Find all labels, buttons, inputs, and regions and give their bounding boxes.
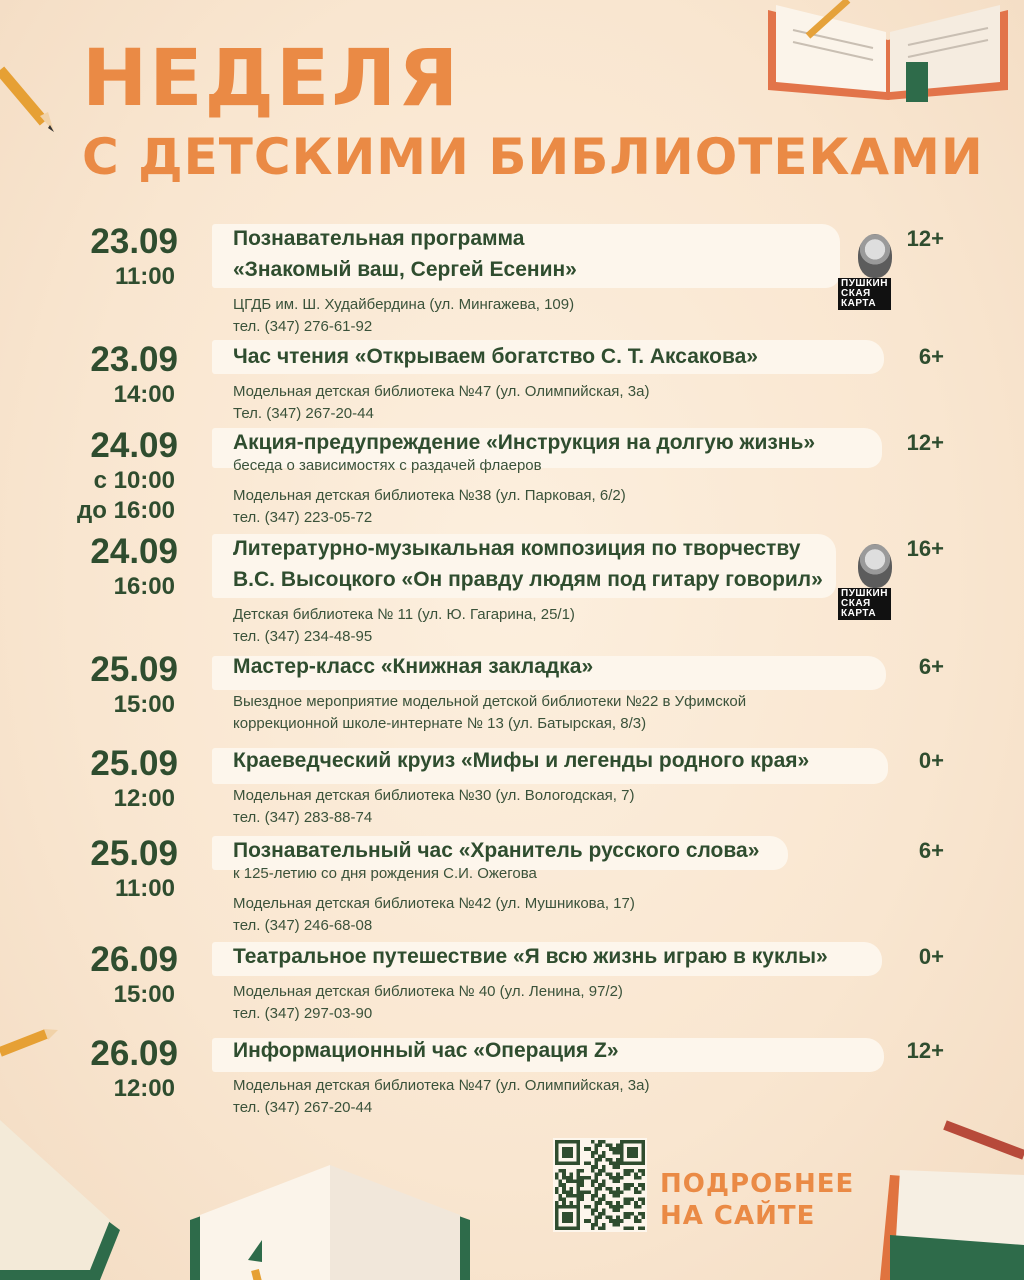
badge-line: ПУШКИН	[841, 278, 888, 289]
event-subtitle: к 125-летию со дня рождения С.И. Ожегова	[233, 865, 537, 882]
event-time: 11:00	[114, 263, 175, 290]
books-illustration-bottom-right	[860, 1115, 1024, 1280]
pushkin-card-logo	[838, 544, 920, 624]
event-title: Информационный час «Операция Z»	[233, 1039, 619, 1062]
badge-line: КАРТА	[841, 298, 877, 309]
event-time: 11:00	[114, 875, 175, 902]
event-phone: тел. (347) 283-88-74	[233, 809, 373, 826]
event-date: 23.09	[90, 340, 178, 379]
event-date: 26.09	[90, 1034, 178, 1073]
event-date: 25.09	[90, 650, 178, 689]
event-place: ЦГДБ им. Ш. Худайбердина (ул. Мингажева, 109)	[233, 296, 575, 313]
event-title: Театральное путешествие «Я всю жизнь играю в куклы»	[233, 945, 828, 968]
age-rating-badge: 0+	[918, 748, 944, 773]
event-date: 24.09	[90, 426, 178, 465]
event-date: 24.09	[90, 532, 178, 571]
event-title: Литературно-музыкальная композиция по творчеству	[233, 537, 801, 560]
event-date: 25.09	[90, 744, 178, 783]
pushkin-portrait-icon	[858, 544, 892, 588]
pushkin-card-label	[838, 278, 891, 310]
event-date: 23.09	[90, 222, 178, 261]
more-line-2: НА САЙТЕ	[660, 1201, 816, 1231]
event-time: до 16:00	[77, 497, 175, 524]
event-phone: тел. (347) 276-61-92	[233, 318, 373, 335]
event-time: 15:00	[113, 691, 175, 718]
event-place: Модельная детская библиотека №38 (ул. Парковая, 6/2)	[233, 487, 626, 504]
event-phone: тел. (347) 246-68-08	[233, 917, 373, 934]
pushkin-card-label	[838, 588, 891, 620]
event-place: Модельная детская библиотека №47 (ул. Олимпийская, 3а)	[233, 383, 650, 400]
page-title	[82, 34, 984, 186]
event-time: 16:00	[113, 573, 175, 600]
event-place: Модельная детская библиотека №30 (ул. Вологодская, 7)	[233, 787, 635, 804]
event-title: Познавательная программа	[233, 227, 525, 250]
event-place: Модельная детская библиотека №42 (ул. Мушникова, 17)	[233, 895, 635, 912]
more-on-site-link[interactable]	[660, 1168, 854, 1232]
pencil-icon-top-left	[0, 62, 60, 134]
title-line-2: С ДЕТСКИМИ БИБЛИОТЕКАМИ	[82, 128, 984, 186]
event-date: 25.09	[90, 834, 178, 873]
badge-line: СКАЯ	[841, 288, 871, 299]
event-title: Акция-предупреждение «Инструкция на долгую жизнь»	[233, 431, 816, 454]
more-line-1: ПОДРОБНЕЕ	[660, 1169, 855, 1199]
event-time: 15:00	[113, 981, 175, 1008]
age-rating-badge: 16+	[906, 536, 944, 561]
event-title: Краеведческий круиз «Мифы и легенды родного края»	[233, 749, 810, 772]
event-phone: Тел. (347) 267-20-44	[233, 405, 374, 422]
event-phone: тел. (347) 267-20-44	[233, 1099, 373, 1116]
pushkin-portrait-icon	[858, 234, 892, 278]
event-title: Мастер-класс «Книжная закладка»	[233, 655, 594, 678]
event-title: В.С. Высоцкого «Он правду людям под гитару говорил»	[233, 568, 823, 591]
event-place: Модельная детская библиотека № 40 (ул. Ленина, 97/2)	[233, 983, 623, 1000]
qr-code[interactable]	[553, 1138, 647, 1232]
badge-line: ПУШКИН	[841, 588, 888, 599]
books-illustration-bottom-left	[0, 1110, 500, 1280]
badge-line: СКАЯ	[841, 598, 871, 609]
event-title: Познавательный час «Хранитель русского слова»	[233, 839, 760, 862]
event-title: «Знакомый ваш, Сергей Есенин»	[233, 258, 577, 281]
badge-line: КАРТА	[841, 608, 877, 619]
event-place: Выездное мероприятие модельной детской библиотеки №22 в Уфимской	[233, 693, 747, 710]
event-place: коррекционной школе-интернате № 13 (ул. Батырская, 8/3)	[233, 715, 647, 732]
event-time: 12:00	[113, 1075, 175, 1102]
event-time: 14:00	[113, 381, 175, 408]
title-line-1: НЕДЕЛЯ	[82, 34, 461, 124]
age-rating-badge: 12+	[906, 226, 944, 251]
age-rating-badge: 6+	[918, 654, 944, 679]
event-time: 12:00	[113, 785, 175, 812]
event-time: с 10:00	[93, 467, 175, 494]
event-place: Детская библиотека № 11 (ул. Ю. Гагарина, 25/1)	[233, 606, 575, 623]
event-place: Модельная детская библиотека №47 (ул. Олимпийская, 3а)	[233, 1077, 650, 1094]
age-rating-badge: 12+	[906, 1038, 944, 1063]
age-rating-badge: 12+	[906, 430, 944, 455]
event-title: Час чтения «Открываем богатство С. Т. Аксакова»	[233, 345, 758, 368]
event-phone: тел. (347) 297-03-90	[233, 1005, 373, 1022]
age-rating-badge: 6+	[918, 838, 944, 863]
event-phone: тел. (347) 223-05-72	[233, 509, 373, 526]
event-subtitle: беседа о зависимостях с раздачей флаеров	[233, 457, 542, 474]
age-rating-badge: 6+	[918, 344, 944, 369]
event-phone: тел. (347) 234-48-95	[233, 628, 373, 645]
pushkin-card-logo	[838, 234, 920, 314]
event-date: 26.09	[90, 940, 178, 979]
age-rating-badge: 0+	[918, 944, 944, 969]
